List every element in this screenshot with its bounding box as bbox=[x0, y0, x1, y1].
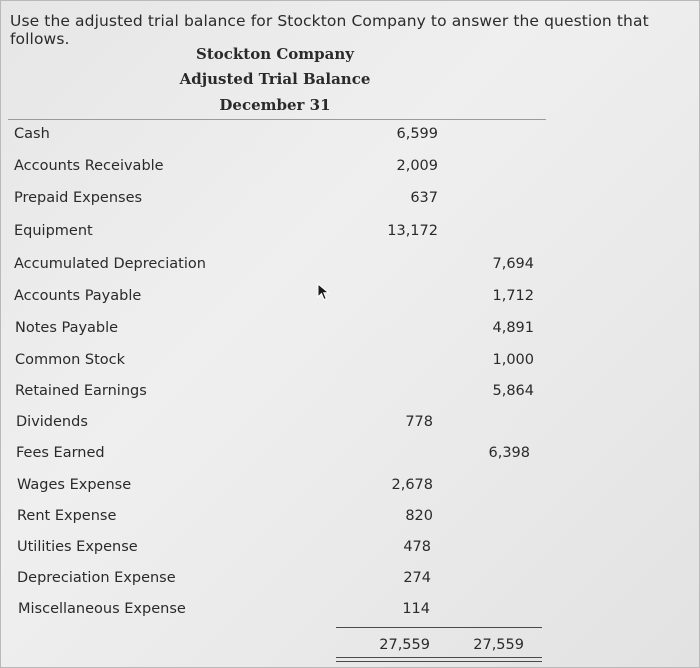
account-name: Equipment bbox=[14, 223, 93, 239]
statement-title: Adjusted Trial Balance bbox=[179, 70, 371, 88]
credit-amount: 1,712 bbox=[492, 288, 534, 304]
table-row bbox=[0, 158, 700, 182]
account-name: Utilities Expense bbox=[17, 539, 138, 555]
table-row bbox=[0, 383, 700, 407]
account-name: Accounts Receivable bbox=[14, 158, 164, 174]
account-name: Accounts Payable bbox=[14, 288, 142, 304]
instruction-text: Use the adjusted trial balance for Stockton Company to answer the question that follows. bbox=[10, 12, 649, 48]
credit-total: 27,559 bbox=[473, 637, 524, 653]
debit-amount: 6,599 bbox=[396, 126, 438, 142]
account-name: Prepaid Expenses bbox=[14, 190, 143, 206]
account-name: Wages Expense bbox=[17, 477, 132, 493]
account-name: Rent Expense bbox=[17, 508, 117, 524]
account-name: Notes Payable bbox=[15, 320, 119, 336]
account-name: Dividends bbox=[16, 414, 88, 430]
credit-amount: 7,694 bbox=[492, 256, 534, 272]
table-row bbox=[0, 352, 700, 376]
mouse-pointer-icon bbox=[317, 283, 331, 305]
debit-amount: 2,009 bbox=[396, 158, 438, 174]
account-name: Common Stock bbox=[15, 352, 126, 368]
table-row bbox=[0, 288, 700, 312]
debit-amount: 637 bbox=[410, 190, 438, 206]
table-row bbox=[0, 256, 700, 280]
table-row bbox=[0, 445, 700, 469]
table-row bbox=[0, 601, 700, 625]
credit-amount: 5,864 bbox=[492, 383, 534, 399]
debit-amount: 820 bbox=[405, 508, 433, 524]
debit-amount: 778 bbox=[405, 414, 433, 430]
table-row bbox=[0, 223, 700, 247]
account-name: Miscellaneous Expense bbox=[18, 601, 186, 617]
statement-date: December 31 bbox=[219, 96, 331, 114]
table-row bbox=[0, 126, 700, 150]
table-row bbox=[0, 539, 700, 563]
table-row bbox=[0, 320, 700, 344]
credit-total-rule bbox=[430, 627, 542, 628]
table-row bbox=[0, 508, 700, 532]
debit-amount: 2,678 bbox=[391, 477, 433, 493]
account-name: Accumulated Depreciation bbox=[14, 256, 206, 272]
company-name: Stockton Company bbox=[196, 45, 354, 63]
credit-amount: 6,398 bbox=[488, 445, 530, 461]
credit-amount: 4,891 bbox=[492, 320, 534, 336]
debit-total: 27,559 bbox=[379, 637, 430, 653]
table-row bbox=[0, 570, 700, 594]
debit-amount: 114 bbox=[402, 601, 430, 617]
credit-amount: 1,000 bbox=[492, 352, 534, 368]
credit-double-rule bbox=[430, 657, 542, 662]
table-row bbox=[0, 190, 700, 214]
debit-amount: 13,172 bbox=[387, 223, 438, 239]
header-rule bbox=[8, 119, 546, 120]
debit-amount: 478 bbox=[403, 539, 431, 555]
table-row bbox=[0, 414, 700, 438]
table-row bbox=[0, 477, 700, 501]
debit-double-rule bbox=[336, 657, 440, 662]
debit-amount: 274 bbox=[403, 570, 431, 586]
debit-total-rule bbox=[336, 627, 440, 628]
account-name: Fees Earned bbox=[16, 445, 105, 461]
account-name: Depreciation Expense bbox=[17, 570, 176, 586]
account-name: Cash bbox=[14, 126, 50, 142]
account-name: Retained Earnings bbox=[15, 383, 147, 399]
